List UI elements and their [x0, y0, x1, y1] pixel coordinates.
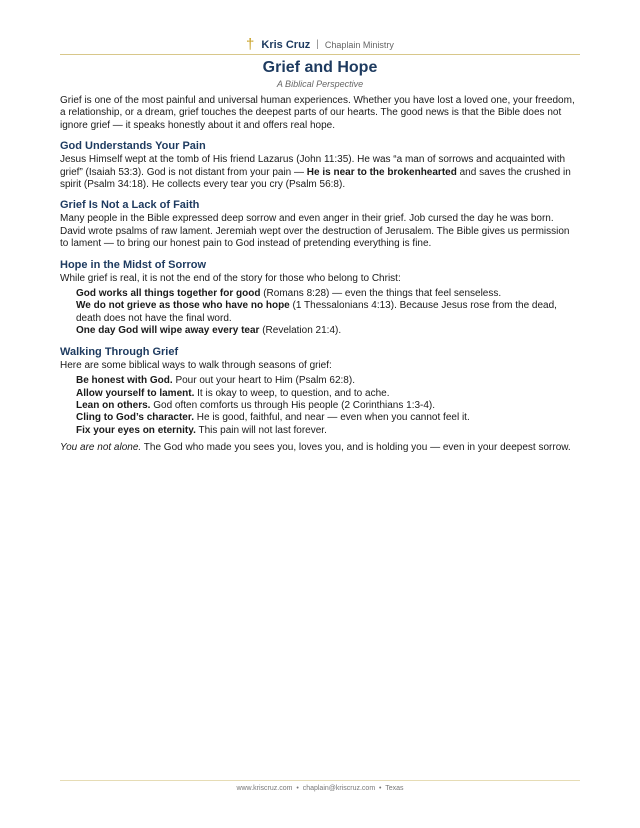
section-lead-hope: While grief is real, it is not the end of the story for those who belong to Christ: — [60, 272, 401, 284]
list-item — [76, 400, 580, 412]
list-item-text: (Romans 8:28) — even the things that feel senseless. — [260, 288, 502, 300]
footer-divider — [60, 780, 580, 781]
list-item-bold: We do not grieve as those who have no hope — [76, 300, 290, 312]
list-item-text: This pain will not last forever. — [195, 424, 327, 436]
list-item-text: Pour out your heart to Him (Psalm 62:8). — [172, 375, 355, 387]
document-body — [60, 58, 580, 455]
section-heading-walking: Walking Through Grief — [60, 345, 179, 358]
header-divider — [60, 54, 580, 55]
section-heading-understands: God Understands Your Pain — [60, 140, 206, 153]
list-item-bold: Fix your eyes on eternity. — [76, 424, 196, 436]
list-item-bold: Be honest with God. — [76, 375, 173, 387]
list-item-text: God often comforts us through His people (2 Corinthians 1:3-4). — [150, 399, 436, 411]
footer-bullet: • — [296, 785, 299, 792]
header-subtitle: Chaplain Ministry — [324, 39, 394, 50]
page-header — [60, 36, 580, 53]
intro-paragraph: Grief is one of the most painful and universal human experiences. Whether you have lost a loved one, your freedom, a relationship, or a dream, grief touches the deepest parts of our hearts. The good news is that the Bible does not ignore grief — it speaks honestly about it and offers real hope. — [60, 95, 575, 131]
section-heading-hope: Hope in the Midst of Sorrow — [60, 258, 207, 271]
list-item-bold: One day God will wipe away every tear — [76, 325, 260, 337]
footer-bullet: • — [379, 785, 382, 792]
header-separator: | — [316, 39, 319, 50]
list-item — [76, 300, 580, 325]
cross-icon: † — [246, 36, 255, 53]
list-item-text: It is okay to weep, to question, and to ache. — [194, 387, 390, 399]
list-item-text: (1 Thessalonians 4:13). Because Jesus rose from the dead, death does not have the final word. — [76, 300, 557, 324]
header-name: Kris Cruz — [261, 38, 311, 51]
footer-email: chaplain@kriscruz.com — [302, 785, 376, 792]
closing-paragraph — [60, 442, 580, 454]
page-subtitle: A Biblical Perspective — [276, 79, 364, 89]
page-footer — [60, 785, 580, 792]
hope-list — [76, 288, 580, 338]
list-item-bold: Lean on others. — [76, 399, 151, 411]
footer-website: www.kriscruz.com — [236, 785, 293, 792]
paragraph-bold-text: He is near to the brokenhearted — [306, 166, 457, 178]
list-item — [76, 388, 580, 400]
list-item — [76, 412, 580, 424]
closing-text: The God who made you sees you, loves you, and is holding you — even in your deepest sorrow. — [141, 442, 571, 454]
list-item-text: (Revelation 21:4). — [259, 325, 342, 337]
list-item — [76, 325, 580, 337]
list-item-bold: God works all things together for good — [76, 288, 261, 300]
closing-italic: You are not alone. — [60, 442, 142, 454]
section-lead-walking: Here are some biblical ways to walk through seasons of grief: — [60, 359, 332, 371]
section-heading-faith: Grief Is Not a Lack of Faith — [60, 199, 200, 212]
paragraph-text: Jesus Himself wept at the tomb of His friend Lazarus (John 11:35). He was “a man of sorrows and acquainted with grief” (Isaiah 53:3). God is not distant from your pain — — [60, 154, 566, 178]
list-item-text: He is good, faithful, and near — even when you cannot feel it. — [194, 412, 470, 424]
list-item — [76, 375, 580, 387]
walking-list — [76, 375, 580, 437]
list-item-bold: Cling to God’s character. — [76, 412, 194, 424]
paragraph-text: and saves the crushed in spirit (Psalm 34:18). He collects every tear you cry (Psalm 56:8). — [60, 166, 571, 191]
footer-location: Texas — [385, 785, 404, 792]
list-item-bold: Allow yourself to lament. — [76, 387, 195, 399]
list-item — [76, 425, 580, 437]
section-paragraph-understands — [60, 154, 580, 191]
page-title: Grief and Hope — [262, 59, 378, 76]
list-item — [76, 288, 580, 300]
section-paragraph-faith: Many people in the Bible expressed deep sorrow and even anger in their grief. Job cursed the day he was born. David wrote psalms of raw lament. Jeremiah wept over the destruction of Jerusalem. The Bible gives us permission to lament — to bring our honest pain to God instead of pretending everything is fine. — [60, 213, 570, 250]
